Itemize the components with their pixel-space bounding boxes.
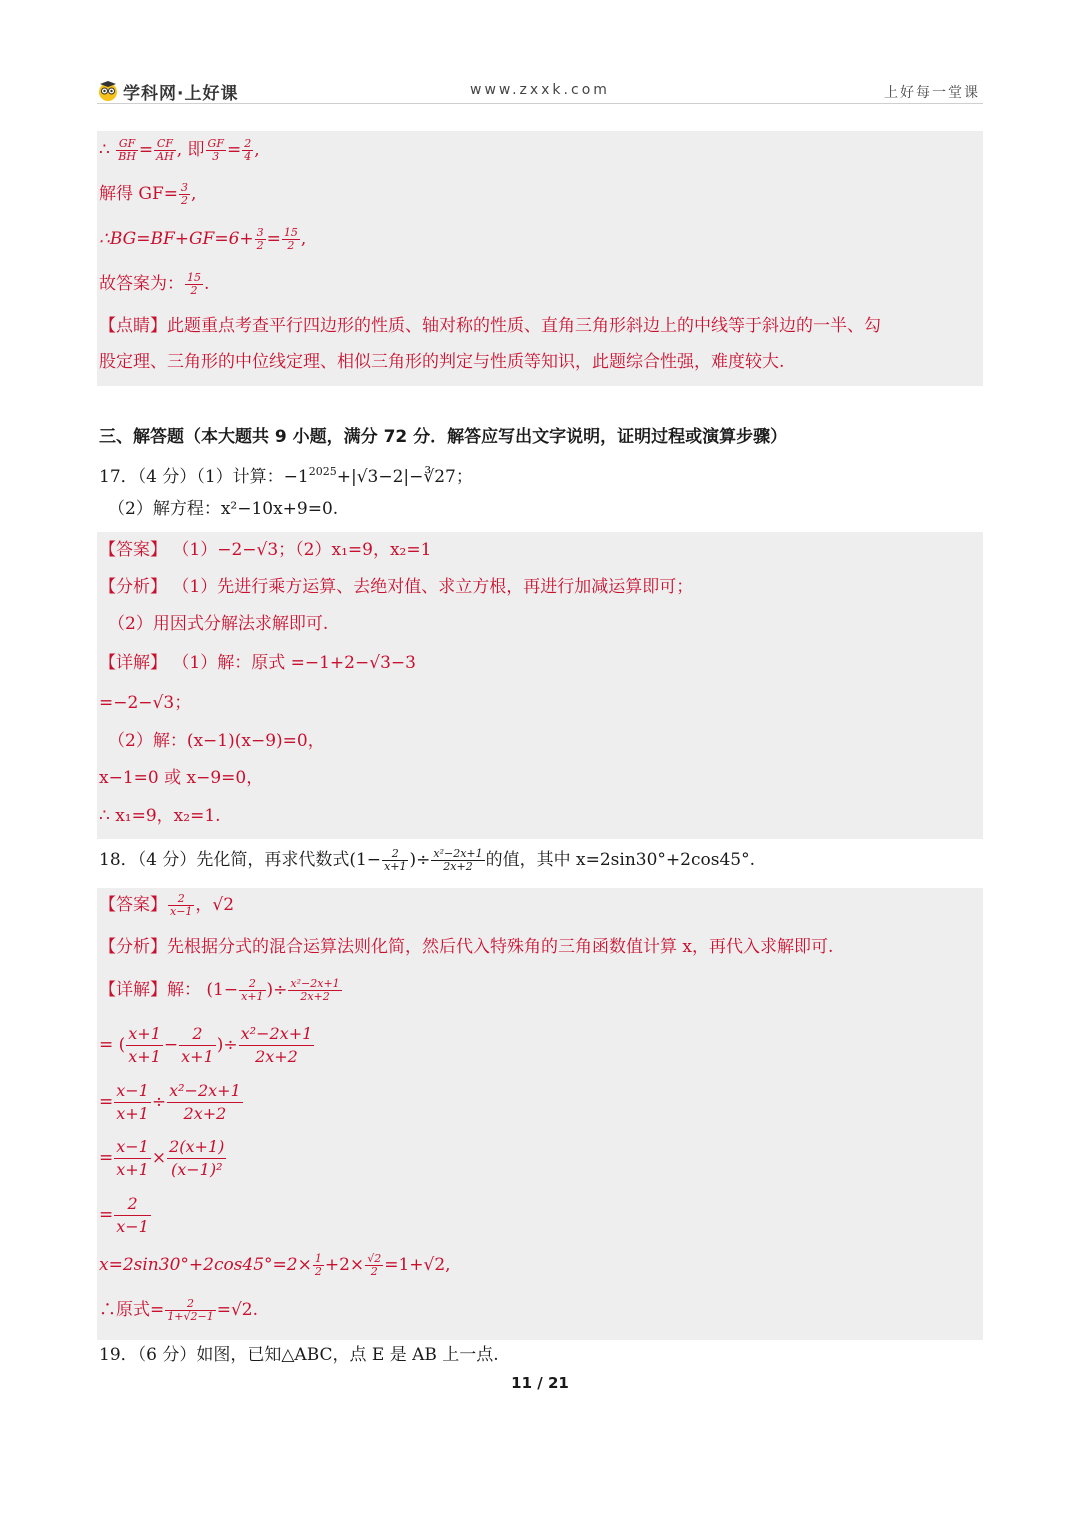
site-logo	[97, 78, 238, 104]
q18-detail-1: 【详解】解： (1− $\frac{2}{x+1}$ )÷ $\frac{\text{x²−2x+1}}{2x+2}$	[99, 977, 340, 1003]
q17-detail-3: （2）解：(x−1)(x−9)=0，	[108, 731, 325, 751]
q17-detail-4: x−1=0 或 x−9=0，	[99, 768, 264, 788]
q16-line1: ∴ $\frac{GF}{BH}$ = $\frac{CF}{AH}$ , 即 $\frac{GF}{3}$ = $\frac{2}{4}$ ,	[99, 137, 260, 163]
q17-analysis: 【分析】 （1）先进行乘方运算、去绝对值、求立方根，再进行加减运算即可；	[99, 577, 694, 597]
site-url: www.zxxk.com	[470, 82, 610, 98]
q17-stem-2: （2）解方程：x²−10x+9=0.	[108, 499, 339, 519]
q16-dianjing: 【点睛】此题重点考查平行四边形的性质、轴对称的性质、直角三角形斜边上的中线等于斜边的一半、勾	[99, 316, 881, 336]
q18-result: ∴原式= $\frac{2}{1+√2-1}$ =√2.	[99, 1297, 258, 1323]
q18-step-4: = $\frac{2}{x-1}$	[99, 1194, 149, 1236]
logo-owl-icon	[97, 80, 119, 102]
q17-detail-1: 【详解】 （1）解：原式 =−1+2−√3−3	[99, 653, 416, 673]
q18-step-2: = $\frac{x-1}{x+1}$ ÷ $\frac{\text{x²−2x+1}}{2x+2}$	[99, 1081, 241, 1123]
logo-text: 学科网·上好课	[123, 83, 239, 104]
q18-analysis: 【分析】先根据分式的混合运算法则化简，然后代入特殊角的三角函数值计算 x，再代入求解即可.	[99, 937, 834, 957]
q16-line2: 解得 GF= $\frac{3}{2}$ ,	[99, 181, 197, 207]
q17-stem-1: 17．（4 分）（1）计算：$-1^{2025}+|√3-2|-∛27$；	[99, 465, 473, 487]
q16-solution-panel	[97, 131, 983, 386]
q17-detail-2: =−2−√3；	[99, 693, 192, 713]
q16-dianjing-cont: 股定理、三角形的中位线定理、相似三角形的判定与性质等知识，此题综合性强，难度较大.	[99, 352, 785, 372]
q16-line4: 故答案为： $\frac{15}{2}$ .	[99, 271, 210, 297]
q17-answer: 【答案】 （1）−2−√3；（2）x₁=9，x₂=1	[99, 540, 432, 560]
q17-analysis-2: （2）用因式分解法求解即可.	[108, 614, 329, 634]
section-title: 三、解答题（本大题共 9 小题，满分 72 分．解答应写出文字说明，证明过程或演算步骤）	[99, 427, 788, 447]
page-number: 11 / 21	[511, 1374, 569, 1392]
q16-line3: ∴BG=BF+GF=6+ $\frac{3}{2}$ = $\frac{15}{2}$ ,	[99, 226, 307, 252]
header-divider	[97, 103, 983, 104]
q18-stem: 18．（4 分）先化简，再求代数式(1− $\frac{2}{x+1}$ )÷ $\frac{\text{x²−2x+1}}{2x+2}$ 的值，其中 x=2sin30°+2cos45°.	[99, 847, 755, 873]
slogan: 上好每一堂课	[884, 85, 980, 101]
q18-step-1: = ( $\frac{x+1}{x+1}$ − $\frac{2}{x+1}$ )÷ $\frac{\text{x²−2x+1}}{2x+2}$	[99, 1024, 313, 1066]
q18-step-x: x=2sin30°+2cos45°=2× $\frac{1}{2}$ +2× $\frac{√2}{2}$ =1+√2,	[99, 1252, 451, 1278]
q18-step-3: = $\frac{x-1}{x+1}$ × $\frac{2(x+1)}{\text{(x−1)²}}$	[99, 1137, 225, 1179]
q19-stem: 19．（6 分）如图，已知△ABC，点 E 是 AB 上一点.	[99, 1345, 499, 1365]
q17-detail-5: ∴ x₁=9，x₂=1.	[99, 806, 221, 826]
q18-answer: 【答案】 $\frac{2}{x-1}$ ，√2	[99, 892, 235, 918]
